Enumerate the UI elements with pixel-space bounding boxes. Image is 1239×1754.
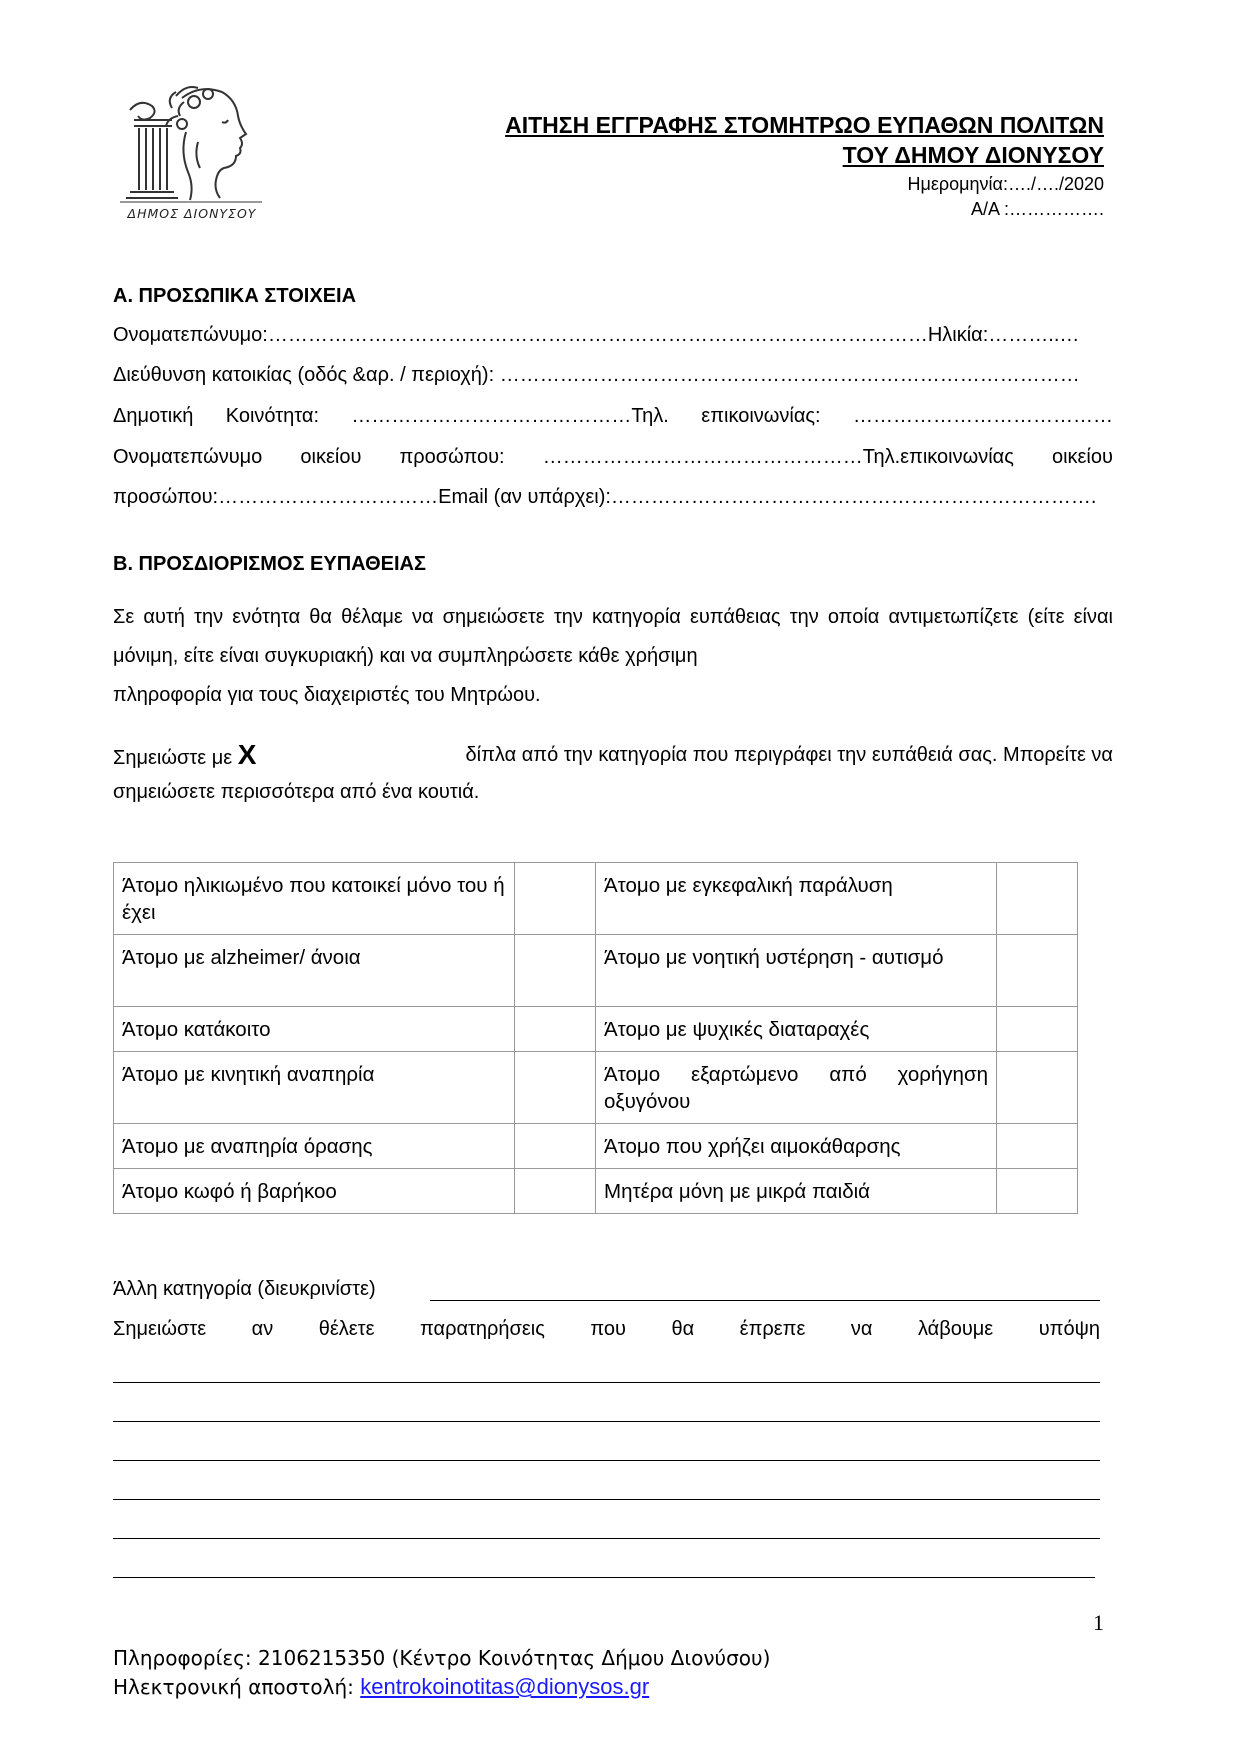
observations-label: Σημειώστε αν θέλετε παρατηρήσεις που θα έπρεπε να λάβουμε υπόψη <box>113 1318 1100 1340</box>
category-checkbox[interactable] <box>515 935 596 1007</box>
category-label: Άτομο κατάκοιτο <box>114 1007 515 1052</box>
category-label: Άτομο που χρήζει αιμοκάθαρσης <box>596 1124 997 1169</box>
dionysos-head-logo <box>112 72 272 220</box>
other-category-input[interactable] <box>430 1276 1100 1301</box>
table-row <box>114 1007 1078 1052</box>
category-label: Άτομο εξαρτώμενο από χορήγηση οξυγόνου <box>596 1052 997 1124</box>
category-checkbox[interactable] <box>997 1052 1078 1124</box>
form-title-line2: ΤΟΥ ΔΗΜΟΥ ΔΙΟΝΥΣΟΥ <box>842 142 1104 168</box>
section-b-instructions: Σημειώστε με Χ δίπλα από την κατηγορία που περιγράφει την ευπάθειά σας. Μπορείτε να σημειώσετε περισσότερα από ένα κουτιά. <box>113 739 1113 803</box>
category-label: Άτομο με κινητική αναπηρία <box>114 1052 515 1124</box>
observations-line[interactable] <box>113 1553 1095 1578</box>
x-mark: Χ <box>237 739 257 770</box>
municipality-logo <box>112 72 272 220</box>
category-checkbox[interactable] <box>997 1124 1078 1169</box>
community-phone-field[interactable]: Δημοτική Κοινότητα: ……………………………………Τηλ. επικοινωνίας: ………………………………… <box>113 405 1113 427</box>
category-label: Άτομο κωφό ή βαρήκοο <box>114 1169 515 1214</box>
fullname-age-field[interactable]: Ονοματεπώνυμο:………………………………………………………………………………………Ηλικία:………..… <box>113 324 1080 346</box>
category-label: Άτομο με εγκεφαλική παράλυση <box>596 863 997 935</box>
category-label: Άτομο ηλικιωμένο που κατοικεί μόνο του ή έχει <box>114 863 515 935</box>
other-category-label: Άλλη κατηγορία (διευκρινίστε) <box>113 1278 376 1300</box>
table-row <box>114 935 1078 1007</box>
vulnerability-categories-table <box>113 862 1078 1214</box>
category-label: Άτομο με ψυχικές διαταραχές <box>596 1007 997 1052</box>
category-checkbox[interactable] <box>515 1052 596 1124</box>
category-checkbox[interactable] <box>515 1007 596 1052</box>
observations-line[interactable] <box>113 1475 1100 1500</box>
relative-name-field[interactable]: Ονοματεπώνυμο οικείου προσώπου: …………………………………………Τηλ.επικοινωνίας οικείου <box>113 446 1113 468</box>
category-checkbox[interactable] <box>515 1169 596 1214</box>
observations-line[interactable] <box>113 1514 1100 1539</box>
table-row <box>114 863 1078 935</box>
category-checkbox[interactable] <box>515 1124 596 1169</box>
category-checkbox[interactable] <box>997 1007 1078 1052</box>
observations-line[interactable] <box>113 1397 1100 1422</box>
email-link[interactable]: kentrokoinotitas@dionysos.gr <box>360 1674 650 1699</box>
observations-line[interactable] <box>113 1358 1100 1383</box>
category-label: Μητέρα μόνη με μικρά παιδιά <box>596 1169 997 1214</box>
date-field[interactable]: Ημερομηνία:…./…./2020 <box>907 174 1104 194</box>
category-checkbox[interactable] <box>997 935 1078 1007</box>
category-label: Άτομο με νοητική υστέρηση - αυτισμό <box>596 935 997 1007</box>
footer-info: Πληροφορίες: 2106215350 (Κέντρο Κοινότητας Δήμου Διονύσου) <box>113 1646 771 1670</box>
section-b-intro: Σε αυτή την ενότητα θα θέλαμε να σημειώσετε την κατηγορία ευπάθειας την οποία αντιμετωπίζετε (είτε είναι μόνιμη, είτε είναι συγκυριακή) και να συμπληρώσετε κάθε χρήσιμη πληροφορία για τους διαχειριστές του Μητρώου. <box>113 606 1113 706</box>
page-number: 1 <box>1093 1610 1104 1635</box>
address-field[interactable]: Διεύθυνση κατοικίας (οδός &αρ. / περιοχή): …………………………………………………………………………… <box>113 364 1080 386</box>
svg-text:ΔΗΜΟΣ ΔΙΟΝΥΣΟΥ: ΔΗΜΟΣ ΔΙΟΝΥΣΟΥ <box>127 206 257 220</box>
observations-line[interactable] <box>113 1436 1100 1461</box>
footer-email-line: Ηλεκτρονική αποστολή: kentrokoinotitas@dionysos.gr <box>113 1674 650 1699</box>
category-checkbox[interactable] <box>997 863 1078 935</box>
relative-phone-email-field[interactable]: προσώπου:……………………………Email (αν υπάρχει):………………………………………………………………. <box>113 486 1097 508</box>
category-checkbox[interactable] <box>997 1169 1078 1214</box>
section-a-title: Α. ΠΡΟΣΩΠΙΚΑ ΣΤΟΙΧΕΙΑ <box>113 285 357 307</box>
table-row <box>114 1169 1078 1214</box>
serial-number-field[interactable]: Α/Α :……………. <box>970 199 1104 219</box>
category-checkbox[interactable] <box>515 863 596 935</box>
section-b-title: Β. ΠΡΟΣΔΙΟΡΙΣΜΟΣ ΕΥΠΑΘΕΙΑΣ <box>113 553 426 575</box>
table-row <box>114 1124 1078 1169</box>
category-label: Άτομο με αναπηρία όρασης <box>114 1124 515 1169</box>
table-row <box>114 1052 1078 1124</box>
category-label: Άτομο με alzheimer/ άνοια <box>114 935 515 1007</box>
form-title-line1: ΑΙΤΗΣΗ ΕΓΓΡΑΦΗΣ ΣΤΟΜΗΤΡΩΟ ΕΥΠΑΘΩΝ ΠΟΛΙΤΩΝ <box>505 112 1104 138</box>
